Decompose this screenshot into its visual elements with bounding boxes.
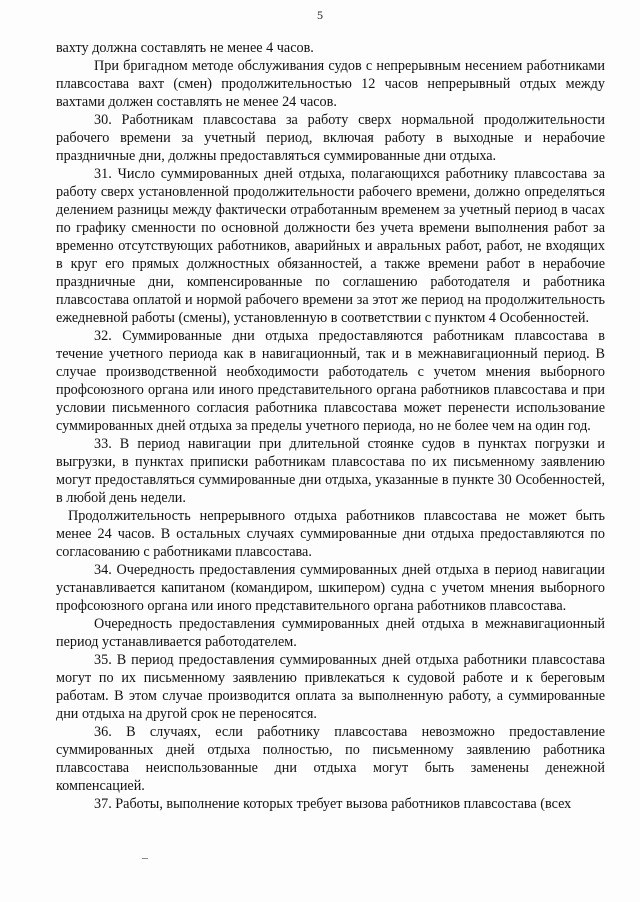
paragraph-34-continuation: Очередность предоставления суммированных дней отдыха в межнавигационный период устанавливается работодателем. (56, 616, 605, 650)
page-number: 5 (317, 8, 323, 22)
paragraph-36: 36. В случаях, если работнику плавсостава невозможно предоставление суммированных дней отдыха полностью, по письменному заявлению работника плавсостава неиспользованные дни отдыха могут быть заменены денежной компенсацией. (56, 724, 605, 794)
paragraph-31: 31. Число суммированных дней отдыха, полагающихся работнику плавсостава за работу сверх установленной продолжительности рабочего времени, должно определяться делением разницы между фактически отработанным временем за учетный период в часах по графику сменности по основной должности без учета времени выполнения работ за временно отсутствующих работников, аварийных и авральных работ, работ, не входящих в круг его прямых должностных обязанностей, а также времени работ в нерабочие праздничные дни, компенсированные по соглашению работодателя и работника плавсостава оплатой и нормой рабочего времени за этот же период на продолжительность ежедневной работы (смены), установленную в соответствии с пунктом 4 Особенностей. (56, 166, 605, 326)
scan-mark (142, 854, 151, 859)
document-body (56, 39, 605, 813)
paragraph-37: 37. Работы, выполнение которых требует вызова работников плавсостава (всех (94, 796, 572, 812)
paragraph-0: вахту должна составлять не менее 4 часов. (56, 40, 314, 56)
paragraph-35: 35. В период предоставления суммированных дней отдыха работники плавсостава могут по их письменному заявлению привлекаться к судовой работе и к береговым работам. В этом случае производится оплата за выполненную работу, а суммированные дни отдыха на другой срок не переносятся. (56, 652, 605, 722)
paragraph-33: 33. В период навигации при длительной стоянке судов в пунктах погрузки и выгрузки, в пунктах приписки работникам плавсостава по их письменному заявлению могут предоставляться суммированные дни отдыха, указанные в пункте 30 Особенностей, в любой день недели. (56, 436, 605, 506)
paragraph-30: 30. Работникам плавсостава за работу сверх нормальной продолжительности рабочего времени за учетный период, включая работу в выходные и нерабочие праздничные дни, должны предоставляться суммированные дни отдыха. (56, 112, 605, 164)
paragraph-34: 34. Очередность предоставления суммированных дней отдыха в период навигации устанавливается капитаном (командиром, шкипером) судна с учетом мнения выборного профсоюзного органа или иного представительного органа работников плавсостава. (56, 562, 605, 614)
paragraph-32: 32. Суммированные дни отдыха предоставляются работникам плавсостава в течение учетного периода как в навигационный, так и в межнавигационный период. В случае производственной необходимости работодатель с учетом мнения выборного профсоюзного органа или иного представительного органа работников плавсостава и при условии письменного согласия работника плавсостава может перенести использование суммированных дней отдыха за пределы учетного периода, но не более чем на один год. (56, 328, 605, 434)
paragraph-1: При бригадном методе обслуживания судов с непрерывным несением работниками плавсостава вахт (смен) продолжительностью 12 часов непрерывный отдых между вахтами должен составлять не менее 24 часов. (56, 58, 605, 110)
paragraph-33-continuation: Продолжительность непрерывного отдыха работников плавсостава не может быть менее 24 часов. В остальных случаях суммированные дни отдыха предоставляются по согласованию с работниками плавсостава. (56, 508, 605, 560)
